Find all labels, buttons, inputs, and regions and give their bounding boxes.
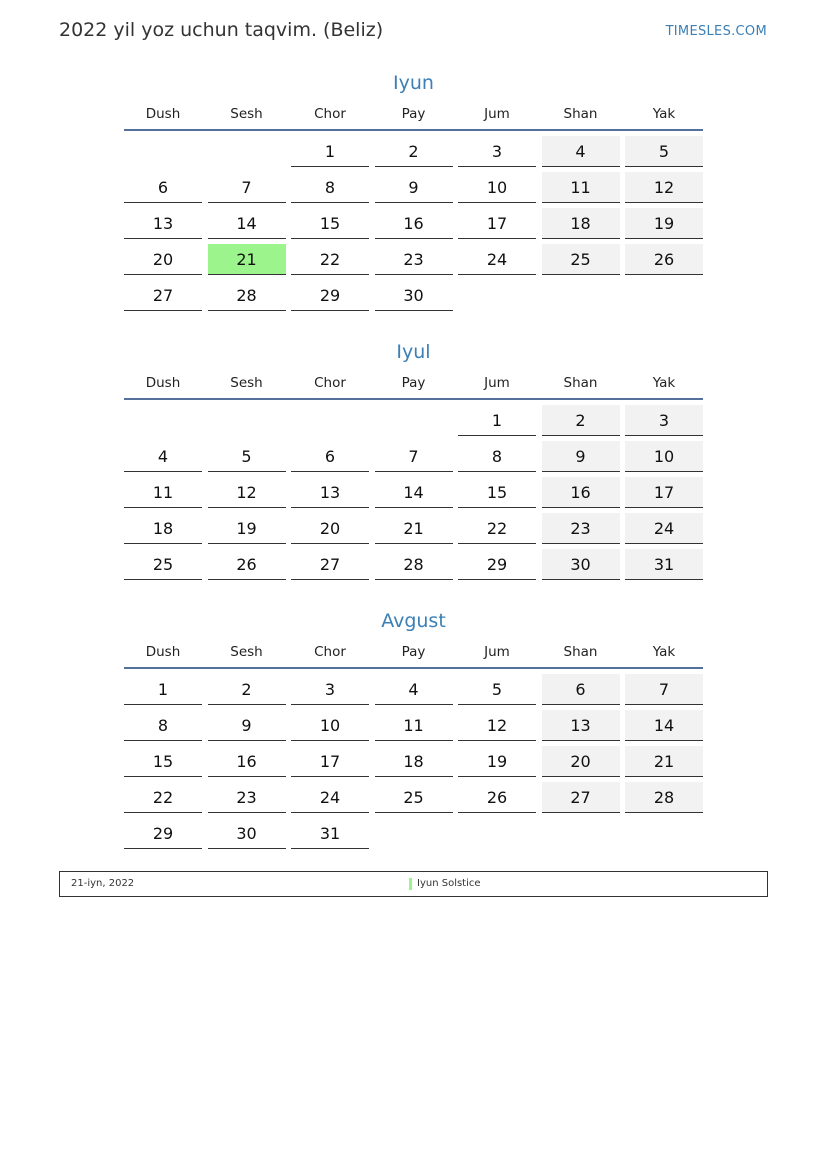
day-cell[interactable]: 7	[375, 441, 453, 472]
day-cell[interactable]: 7	[625, 674, 703, 705]
month-title: Iyul	[396, 341, 431, 363]
day-cell[interactable]: 27	[124, 280, 202, 311]
day-cell[interactable]: 5	[458, 674, 536, 705]
week-row	[124, 405, 703, 441]
week-row	[124, 710, 703, 746]
weekday-label: Chor	[314, 375, 346, 391]
holiday-legend	[59, 871, 768, 897]
day-cell[interactable]: 22	[291, 244, 369, 275]
empty-day-cell	[124, 405, 202, 436]
day-cell[interactable]: 4	[375, 674, 453, 705]
day-cell[interactable]: 21	[375, 513, 453, 544]
weekday-label: Chor	[314, 644, 346, 660]
week-row	[124, 136, 703, 172]
month-grid	[124, 674, 703, 853]
day-cell[interactable]: 29	[458, 549, 536, 580]
weekday-label: Yak	[652, 644, 676, 660]
day-cell[interactable]: 11	[542, 172, 620, 203]
day-cell[interactable]: 28	[625, 782, 703, 813]
week-row	[124, 244, 703, 280]
weekday-label: Shan	[563, 644, 598, 660]
day-cell[interactable]: 12	[625, 172, 703, 203]
day-cell[interactable]: 21	[625, 746, 703, 777]
empty-day-cell	[208, 136, 286, 167]
day-cell[interactable]: 1	[291, 136, 369, 167]
day-cell[interactable]: 6	[542, 674, 620, 705]
day-cell[interactable]: 23	[375, 244, 453, 275]
day-cell[interactable]: 19	[625, 208, 703, 239]
day-cell[interactable]: 16	[208, 746, 286, 777]
day-cell[interactable]: 27	[291, 549, 369, 580]
day-cell[interactable]: 23	[208, 782, 286, 813]
day-cell[interactable]: 17	[458, 208, 536, 239]
day-cell[interactable]: 15	[124, 746, 202, 777]
week-row	[124, 674, 703, 710]
day-cell[interactable]: 13	[124, 208, 202, 239]
day-cell[interactable]: 28	[375, 549, 453, 580]
day-cell[interactable]: 29	[124, 818, 202, 849]
empty-day-cell	[124, 136, 202, 167]
month-june	[124, 68, 703, 315]
weekday-header	[124, 98, 703, 131]
week-row	[124, 172, 703, 208]
day-cell[interactable]: 3	[625, 405, 703, 436]
day-cell[interactable]: 2	[375, 136, 453, 167]
day-cell[interactable]: 30	[375, 280, 453, 311]
week-row	[124, 746, 703, 782]
site-link[interactable]: TIMESLES.COM	[665, 24, 767, 39]
weekday-label: Pay	[401, 106, 426, 122]
legend-swatch	[409, 878, 412, 890]
empty-day-cell	[542, 818, 620, 849]
day-cell[interactable]: 8	[124, 710, 202, 741]
empty-day-cell	[375, 405, 453, 436]
day-cell[interactable]: 19	[458, 746, 536, 777]
weekday-label: Shan	[563, 375, 598, 391]
empty-day-cell	[542, 280, 620, 311]
day-cell[interactable]: 11	[375, 710, 453, 741]
empty-day-cell	[625, 280, 703, 311]
weekday-label: Yak	[652, 106, 676, 122]
day-cell[interactable]: 13	[291, 477, 369, 508]
day-cell[interactable]: 24	[458, 244, 536, 275]
empty-day-cell	[458, 818, 536, 849]
weekday-label: Jum	[484, 644, 510, 660]
day-cell[interactable]: 29	[291, 280, 369, 311]
weekday-label: Dush	[145, 644, 181, 660]
week-row	[124, 513, 703, 549]
day-cell[interactable]: 4	[124, 441, 202, 472]
day-cell[interactable]: 25	[375, 782, 453, 813]
week-row	[124, 477, 703, 513]
week-row	[124, 280, 703, 316]
day-cell[interactable]: 7	[208, 172, 286, 203]
empty-day-cell	[375, 818, 453, 849]
weekday-label: Pay	[401, 644, 426, 660]
day-cell[interactable]: 3	[458, 136, 536, 167]
day-cell[interactable]: 12	[208, 477, 286, 508]
day-cell[interactable]: 21	[208, 244, 286, 275]
page-title: 2022 yil yoz uchun taqvim. (Beliz)	[59, 19, 384, 41]
day-cell[interactable]: 1	[458, 405, 536, 436]
day-cell[interactable]: 1	[124, 674, 202, 705]
day-cell[interactable]: 25	[124, 549, 202, 580]
day-cell[interactable]: 10	[458, 172, 536, 203]
day-cell[interactable]: 14	[625, 710, 703, 741]
weekday-label: Shan	[563, 106, 598, 122]
day-cell[interactable]: 10	[625, 441, 703, 472]
day-cell[interactable]: 27	[542, 782, 620, 813]
weekday-label: Jum	[484, 375, 510, 391]
day-cell[interactable]: 16	[375, 208, 453, 239]
empty-day-cell	[458, 280, 536, 311]
day-cell[interactable]: 5	[208, 441, 286, 472]
day-cell[interactable]: 17	[625, 477, 703, 508]
weekday-label: Pay	[401, 375, 426, 391]
day-cell[interactable]: 14	[375, 477, 453, 508]
day-cell[interactable]: 19	[208, 513, 286, 544]
empty-day-cell	[208, 405, 286, 436]
day-cell[interactable]: 24	[291, 782, 369, 813]
day-cell[interactable]: 15	[458, 477, 536, 508]
day-cell[interactable]: 20	[124, 244, 202, 275]
weekday-label: Yak	[652, 375, 676, 391]
day-cell[interactable]: 20	[291, 513, 369, 544]
weekday-header	[124, 636, 703, 669]
day-cell[interactable]: 4	[542, 136, 620, 167]
empty-day-cell	[291, 405, 369, 436]
legend-date: 21-iyn, 2022	[71, 878, 135, 889]
day-cell[interactable]: 9	[208, 710, 286, 741]
weekday-label: Sesh	[230, 106, 263, 122]
day-cell[interactable]: 22	[124, 782, 202, 813]
month-august	[124, 606, 703, 853]
day-cell[interactable]: 9	[542, 441, 620, 472]
day-cell[interactable]: 6	[291, 441, 369, 472]
day-cell[interactable]: 8	[291, 172, 369, 203]
legend-holiday-name: Iyun Solstice	[417, 878, 481, 889]
week-row	[124, 208, 703, 244]
day-cell[interactable]: 3	[291, 674, 369, 705]
weekday-label: Jum	[484, 106, 510, 122]
day-cell[interactable]: 13	[542, 710, 620, 741]
week-row	[124, 818, 703, 854]
week-row	[124, 549, 703, 585]
day-cell[interactable]: 23	[542, 513, 620, 544]
day-cell[interactable]: 5	[625, 136, 703, 167]
month-title: Iyun	[393, 72, 434, 94]
day-cell[interactable]: 30	[208, 818, 286, 849]
weekday-label: Dush	[145, 106, 181, 122]
day-cell[interactable]: 25	[542, 244, 620, 275]
week-row	[124, 782, 703, 818]
day-cell[interactable]: 20	[542, 746, 620, 777]
day-cell[interactable]: 26	[625, 244, 703, 275]
weekday-label: Dush	[145, 375, 181, 391]
day-cell[interactable]: 2	[542, 405, 620, 436]
empty-day-cell	[625, 818, 703, 849]
weekday-header	[124, 367, 703, 400]
day-cell[interactable]: 11	[124, 477, 202, 508]
day-cell[interactable]: 9	[375, 172, 453, 203]
day-cell[interactable]: 16	[542, 477, 620, 508]
weekday-label: Sesh	[230, 644, 263, 660]
day-cell[interactable]: 18	[124, 513, 202, 544]
day-cell[interactable]: 26	[208, 549, 286, 580]
day-cell[interactable]: 28	[208, 280, 286, 311]
weekday-label: Sesh	[230, 375, 263, 391]
day-cell[interactable]: 6	[124, 172, 202, 203]
day-cell[interactable]: 14	[208, 208, 286, 239]
day-cell[interactable]: 18	[375, 746, 453, 777]
day-cell[interactable]: 26	[458, 782, 536, 813]
day-cell[interactable]: 24	[625, 513, 703, 544]
day-cell[interactable]: 30	[542, 549, 620, 580]
day-cell[interactable]: 12	[458, 710, 536, 741]
day-cell[interactable]: 17	[291, 746, 369, 777]
day-cell[interactable]: 22	[458, 513, 536, 544]
day-cell[interactable]: 2	[208, 674, 286, 705]
day-cell[interactable]: 8	[458, 441, 536, 472]
day-cell[interactable]: 18	[542, 208, 620, 239]
day-cell[interactable]: 31	[625, 549, 703, 580]
day-cell[interactable]: 31	[291, 818, 369, 849]
month-grid	[124, 136, 703, 315]
week-row	[124, 441, 703, 477]
day-cell[interactable]: 10	[291, 710, 369, 741]
month-july	[124, 337, 703, 584]
day-cell[interactable]: 15	[291, 208, 369, 239]
month-grid	[124, 405, 703, 584]
weekday-label: Chor	[314, 106, 346, 122]
month-title: Avgust	[381, 610, 446, 632]
